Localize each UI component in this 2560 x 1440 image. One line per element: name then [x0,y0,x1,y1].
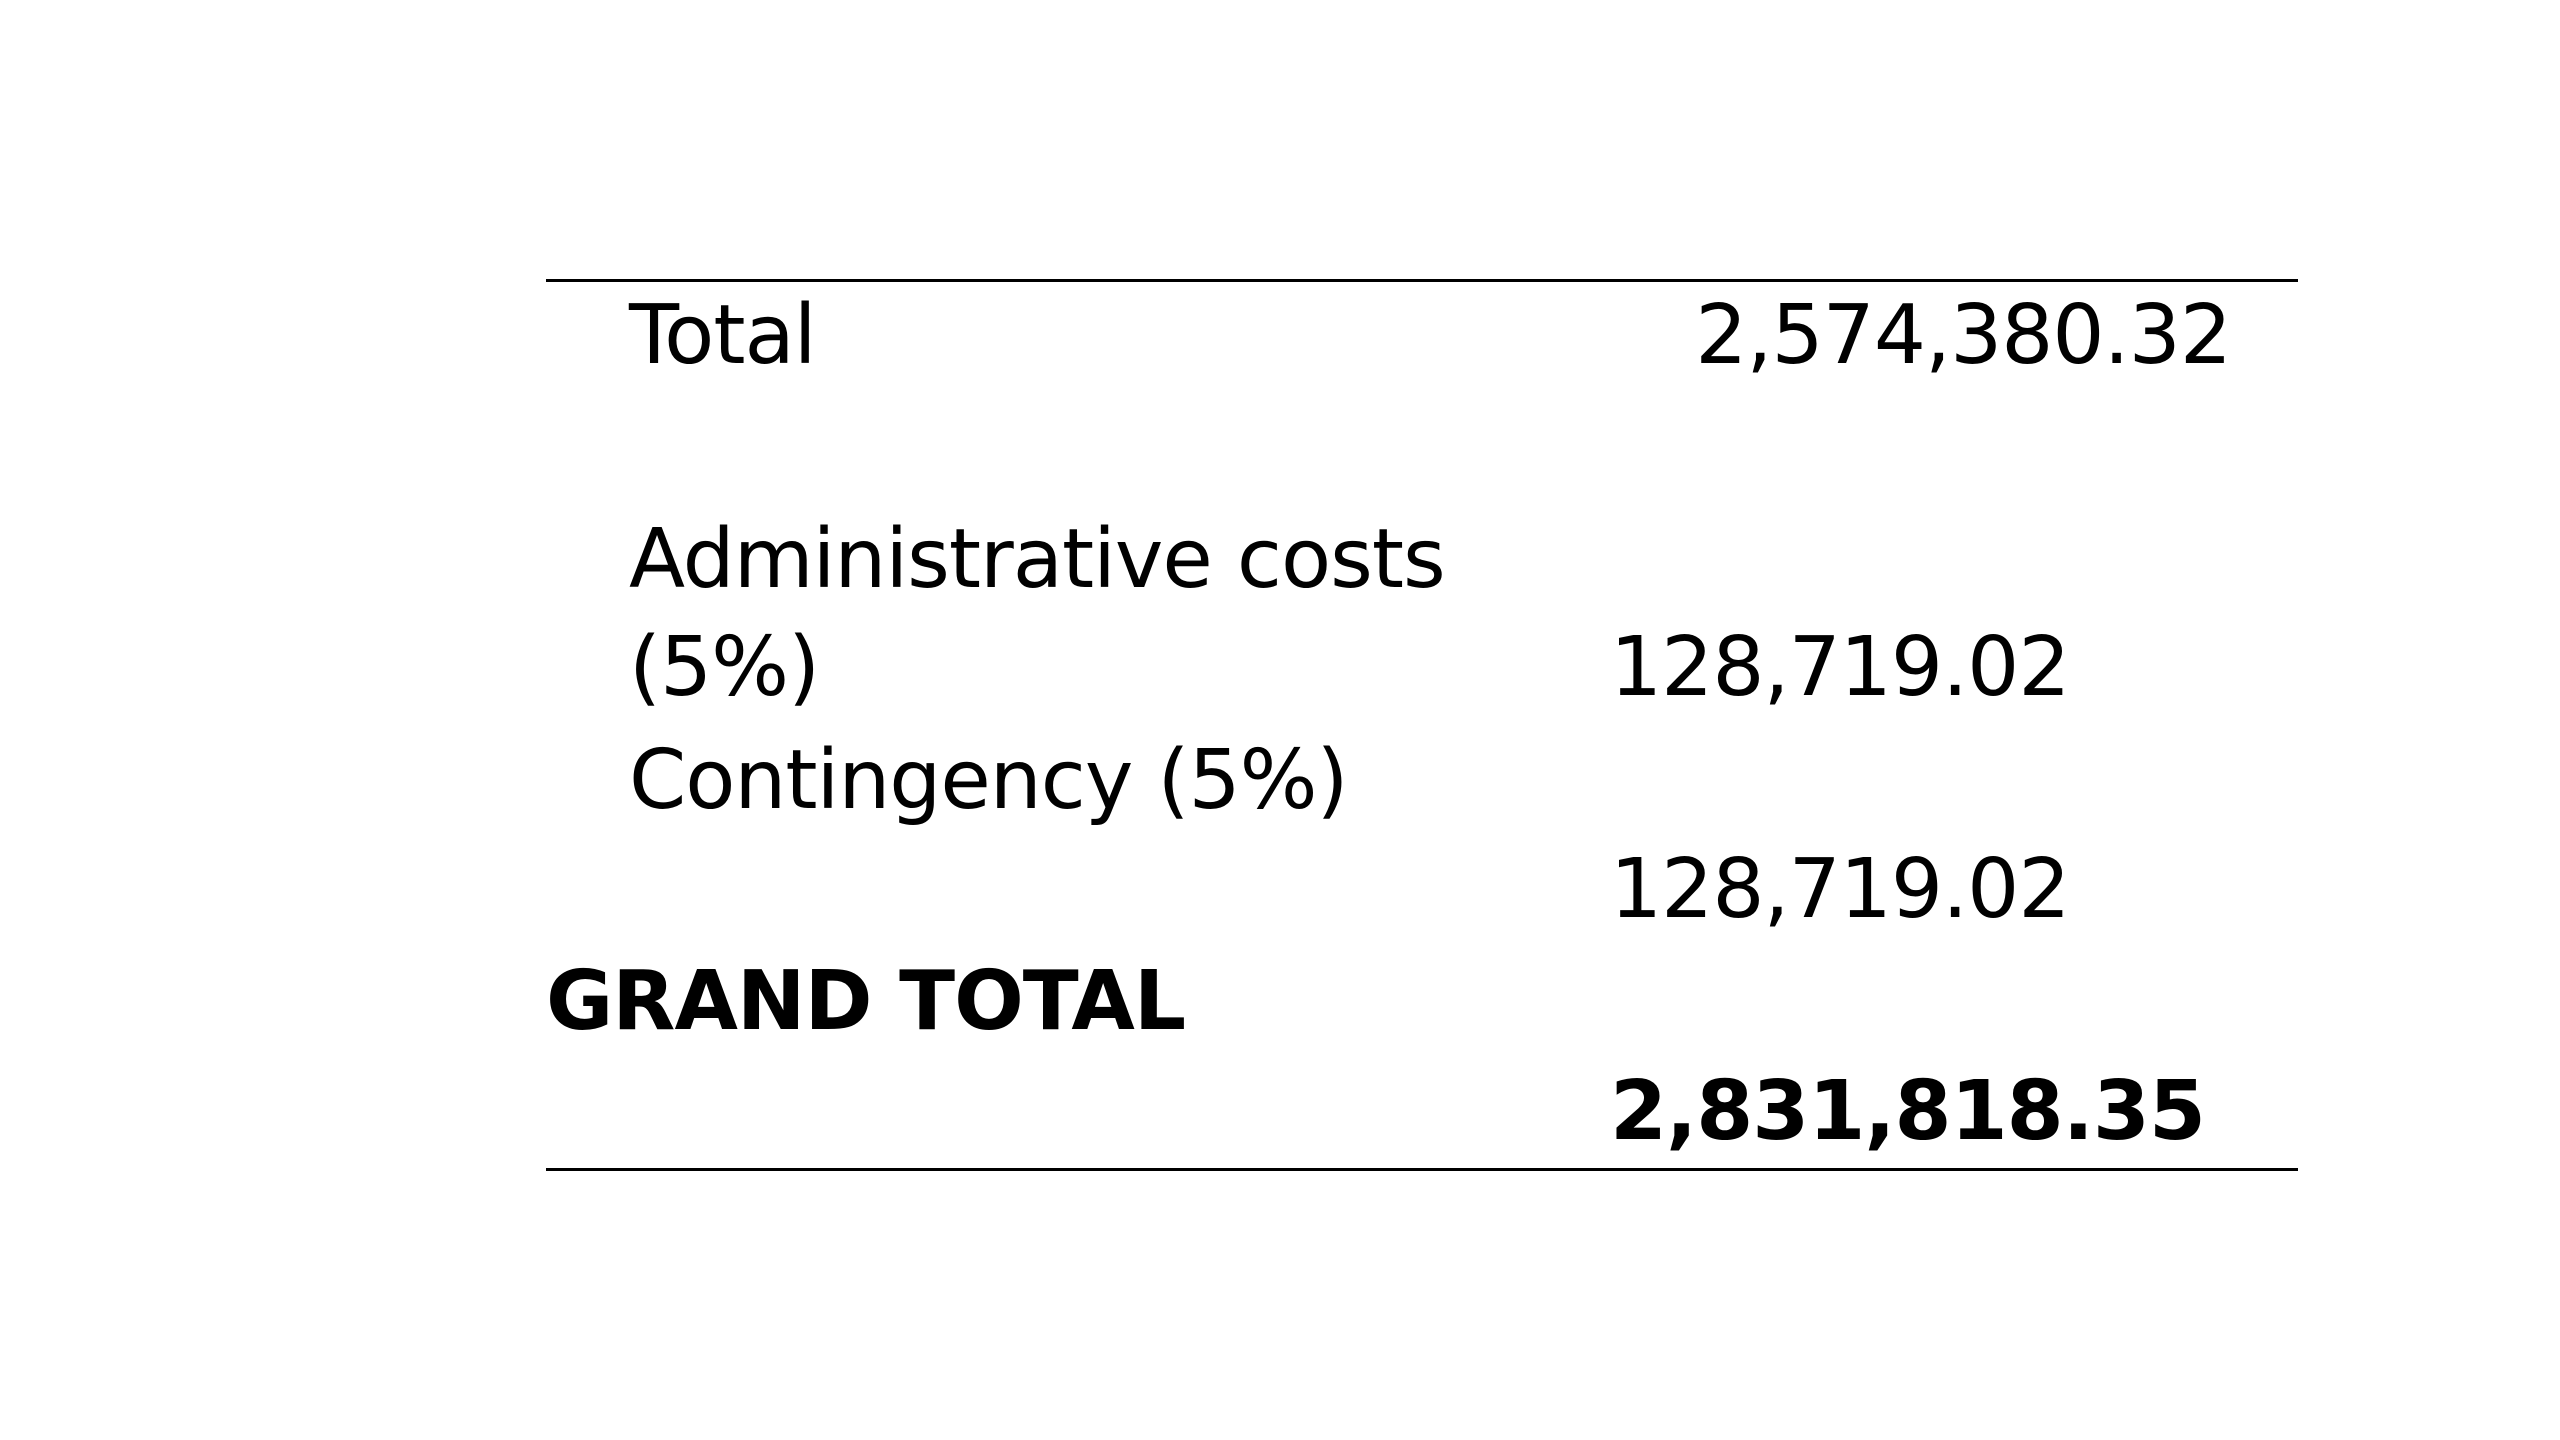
administrative-costs-value: 128,719.02 [1610,620,2070,715]
table-bottom-rule [546,1168,2298,1171]
contingency-value: 128,719.02 [1610,842,2070,937]
grand-total-label: GRAND TOTAL [546,954,1186,1049]
total-value: 2,574,380.32 [1695,288,2231,383]
grand-total-value: 2,831,818.35 [1610,1064,2205,1159]
administrative-costs-label-continued: (5%) [629,620,820,715]
table-top-rule [546,279,2298,282]
total-label: Total [629,288,816,383]
contingency-label: Contingency (5%) [629,733,1348,828]
administrative-costs-label: Administrative costs [629,512,1445,607]
